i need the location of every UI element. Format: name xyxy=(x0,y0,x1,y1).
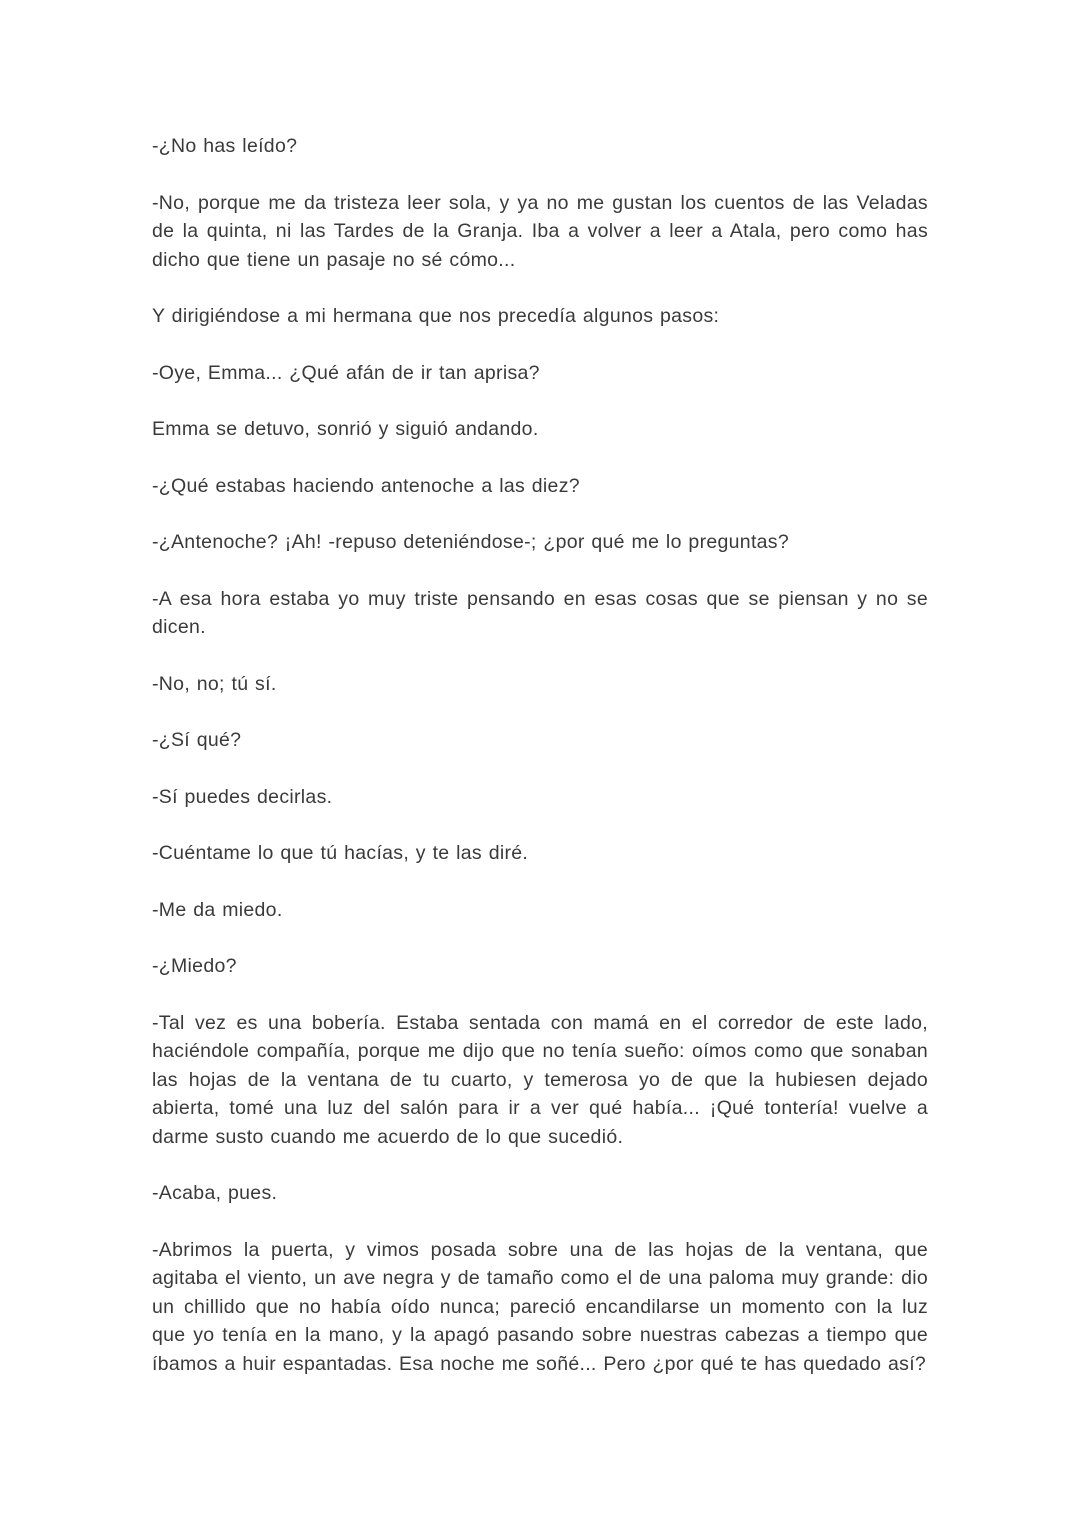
paragraph: -¿Antenoche? ¡Ah! -repuso deteniéndose-; ¿por qué me lo preguntas? xyxy=(152,531,790,553)
paragraph: -¿No has leído? xyxy=(152,135,298,157)
paragraph: -No, no; tú sí. xyxy=(152,672,277,695)
paragraph: -Abrimos la puerta, y vimos posada sobre una de las hojas de la ventana, que agitaba el viento, un ave negra y de tamaño como el de una paloma muy grande: dio un chillido que no había oído nunca; pareció encandilarse un momento con la luz que yo tenía en la mano, y la apagó pasando sobre nuestras cabezas a tiempo que íbamos a huir espantadas. Esa noche me soñé... Pero ¿por qué te has quedado así? xyxy=(152,1238,928,1375)
paragraph: -Sí puedes decirlas. xyxy=(152,785,333,808)
paragraph: -Cuéntame lo que tú hacías, y te las diré. xyxy=(152,842,529,864)
paragraph: Emma se detuvo, sonrió y siguió andando. xyxy=(152,418,539,440)
paragraph: Y dirigiéndose a mi hermana que nos precedía algunos pasos: xyxy=(152,305,720,327)
paragraph: -¿Qué estabas haciendo antenoche a las diez? xyxy=(152,474,580,497)
paragraph: -Tal vez es una bobería. Estaba sentada con mamá en el corredor de este lado, haciéndole compañía, porque me dijo que no tenía sueño: oímos como que sonaban las hojas de la ventana de tu cuarto, y temerosa yo de que la hubiesen dejado abierta, tomé una luz del salón para ir a ver qué había... ¡Qué tontería! vuelve a darme susto cuando me acuerdo de lo que sucedió. xyxy=(152,1011,928,1148)
paragraph: -¿Sí qué? xyxy=(152,729,242,751)
paragraph: -Oye, Emma... ¿Qué afán de ir tan aprisa? xyxy=(152,361,540,384)
paragraph: -Acaba, pues. xyxy=(152,1182,278,1204)
paragraph: -¿Miedo? xyxy=(152,955,237,977)
paragraph-container xyxy=(152,132,928,1378)
paragraph: -A esa hora estaba yo muy triste pensando en esas cosas que se piensan y no se dicen. xyxy=(152,587,928,638)
paragraph: -No, porque me da tristeza leer sola, y ya no me gustan los cuentos de las Veladas de la quinta, ni las Tardes de la Granja. Iba a volver a leer a Atala, pero como has dicho que tiene un pasaje no sé cómo... xyxy=(152,191,928,271)
paragraph: -Me da miedo. xyxy=(152,898,283,921)
